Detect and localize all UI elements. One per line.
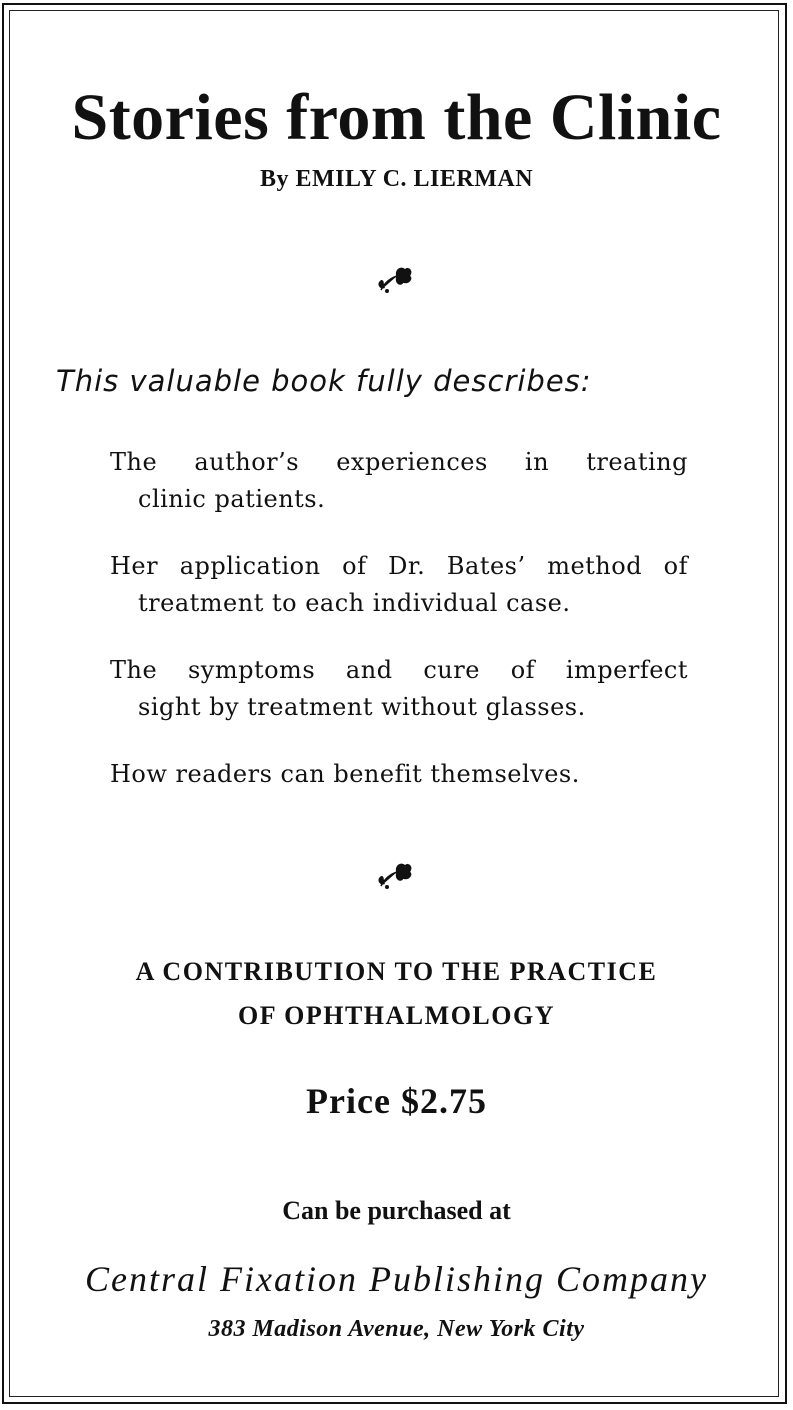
feature-line: Her application of Dr. Bates’ method of — [110, 552, 688, 580]
feature-item — [110, 652, 688, 726]
feature-line: treatment to each individual case. — [138, 589, 571, 617]
purchase-note: Can be purchased at — [282, 1196, 511, 1225]
author-byline: By EMILY C. LIERMAN — [259, 166, 534, 192]
oak-leaf-ornament-icon — [375, 264, 415, 294]
intro-heading: This valuable book fully describes: — [56, 364, 592, 398]
oak-leaf-ornament-icon — [375, 860, 415, 890]
feature-item — [110, 444, 688, 518]
feature-line: The author’s experiences in treating — [110, 448, 688, 476]
publisher-address: 383 Madison Avenue, New York City — [208, 1316, 585, 1342]
feature-line: sight by treatment without glasses. — [138, 693, 586, 721]
contribution-heading — [0, 950, 793, 1038]
feature-line: How readers can benefit themselves. — [110, 760, 580, 788]
feature-line: The symptoms and cure of imperfect — [110, 656, 688, 684]
feature-list — [110, 444, 688, 823]
feature-line: clinic patients. — [138, 485, 326, 513]
book-title: Stories from the Clinic — [71, 81, 722, 154]
feature-item — [110, 548, 688, 622]
publisher-name: Central Fixation Publishing Company — [85, 1259, 708, 1299]
feature-item — [110, 756, 688, 793]
price-label: Price $2.75 — [306, 1081, 487, 1121]
contribution-line-1: A CONTRIBUTION TO THE PRACTICE — [135, 957, 658, 986]
contribution-line-2: OF OPHTHALMOLOGY — [238, 1001, 555, 1030]
